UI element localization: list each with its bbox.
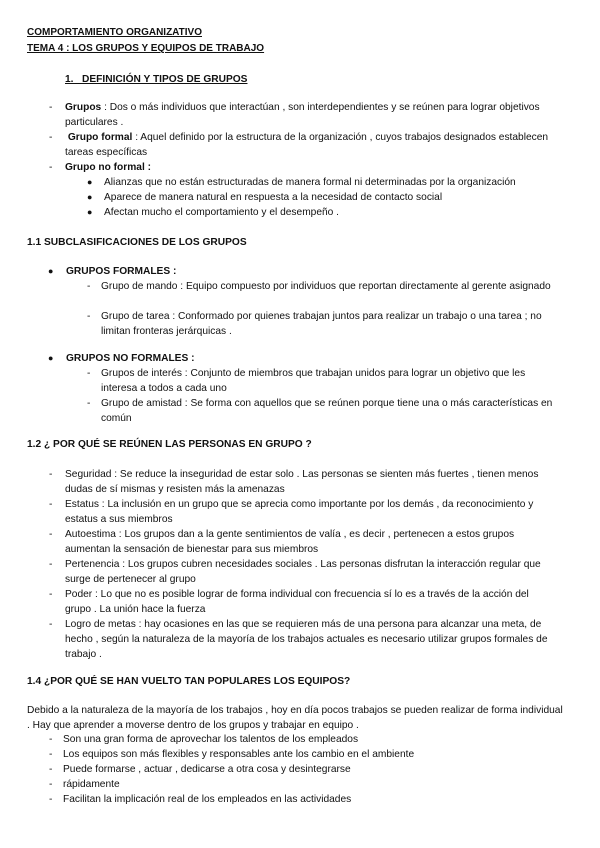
reason-item: - Seguridad : Se reduce la inseguridad de estar solo . Las personas se sienten más fuertes , tienen menos dudas de sí mismas y resisten más la amenazas <box>49 469 539 495</box>
dash-marker: - <box>49 764 53 775</box>
section-1-number: 1. <box>65 74 74 85</box>
definition-text: : Aquel definido por la estructura de la organización , cuyos trabajos designados establecen tareas específicas <box>65 132 549 158</box>
bullet-marker: ● <box>87 207 93 217</box>
definition-groups <box>49 100 557 130</box>
informal-point: ● Afectan mucho el comportamiento y el desempeño . <box>87 207 340 218</box>
dash-marker: - <box>49 529 53 540</box>
dash-marker: - <box>49 794 53 805</box>
dash-marker: - <box>49 499 53 510</box>
dash-marker: - <box>49 749 53 760</box>
informal-point: ● Alianzas que no están estructuradas de manera formal ni determinadas por la organización <box>87 177 516 188</box>
dash-marker: - <box>49 734 53 745</box>
definition-term: Grupo formal <box>67 132 133 143</box>
definition-term: Grupo no formal : <box>65 162 152 173</box>
team-reason-item: - Puede formarse , actuar , dedicarse a otra cosa y desintegrarse <box>49 764 351 775</box>
definition-text: : Dos o más individuos que interactúan , son interdependientes y se reúnen para lograr objetivos particulares . <box>65 102 540 128</box>
team-reason-item: - Los equipos son más flexibles y responsables ante los cambio en el ambiente <box>49 749 415 760</box>
bullet-marker: ● <box>48 353 54 363</box>
formal-groups-heading: ● GRUPOS FORMALES : <box>48 266 177 277</box>
team-reason-item: - Facilitan la implicación real de los empleados en las actividades <box>49 794 352 805</box>
section-1-1-heading: 1.1 SUBCLASIFICACIONES DE LOS GRUPOS <box>27 237 247 248</box>
reason-item: - Poder : Lo que no es posible lograr de forma individual con frecuencia sí lo es a través de la acción del grupo . La unión hace la fuerza <box>49 589 529 615</box>
bullet-marker: ● <box>48 266 54 276</box>
reason-item: - Logro de metas : hay ocasiones en las que se requieren más de una persona para alcanzar una meta, de hecho , según la naturaleza de la mayoría de los trabajos actuales es necesario utilizar grupos formales de trabajo . <box>49 619 548 660</box>
informal-group-item: - Grupo de amistad : Se forma con aquellos que se reúnen porque tiene una o más características en común <box>87 398 553 424</box>
formal-group-item: - Grupo de mando : Equipo compuesto por individuos que reportan directamente al gerente asignado <box>87 281 551 292</box>
section-1-2-heading: 1.2 ¿ POR QUÉ SE REÚNEN LAS PERSONAS EN GRUPO ? <box>27 439 312 450</box>
dash-marker: - <box>49 619 53 630</box>
reason-item: - Estatus : La inclusión en un grupo que se aprecia como importante por los demás , da reconocimiento y estatus a sus miembros <box>49 499 534 525</box>
definition-informal-group <box>49 160 557 175</box>
dash-marker: - <box>49 779 53 790</box>
section-1-4-heading: 1.4 ¿POR QUÉ SE HAN VUELTO TAN POPULARES LOS EQUIPOS? <box>27 676 351 687</box>
formal-group-item: - Grupo de tarea : Conformado por quienes trabajan juntos para realizar un trabajo o una tarea ; no limitan fronteras jerárquicas . <box>87 311 542 337</box>
dash-marker: - <box>49 132 53 143</box>
section-1-heading <box>65 72 247 87</box>
reason-item: - Autoestima : Los grupos dan a la gente sentimientos de valía , es decir , pertenecen a estos grupos aumentan la sensación de bienestar para sus miembros <box>49 529 515 555</box>
informal-point: ● Aparece de manera natural en respuesta a la necesidad de contacto social <box>87 192 443 203</box>
reason-item: - Pertenencia : Los grupos cubren necesidades sociales . Las personas disfrutan la interacción regular que surge de pertenecer al grupo <box>49 559 541 585</box>
bullet-marker: ● <box>87 192 93 202</box>
bullet-marker: ● <box>87 177 93 187</box>
team-reason-item: - rápidamente <box>49 779 120 790</box>
section-1-title: DEFINICIÓN Y TIPOS DE GRUPOS <box>82 74 248 85</box>
definition-term: Grupos <box>65 102 102 113</box>
dash-marker: - <box>87 398 91 409</box>
dash-marker: - <box>49 469 53 480</box>
dash-marker: - <box>49 162 53 173</box>
section-1-4-intro: Debido a la naturaleza de la mayoría de los trabajos , hoy en día pocos trabajos se pueden realizar de forma individual . Hay que aprender a moverse dentro de los grupos y trabajar en equipo . <box>27 705 563 731</box>
dash-marker: - <box>49 559 53 570</box>
informal-group-item: - Grupos de interés : Conjunto de miembros que trabajan unidos para lograr un objetivo que les interesa a todos a cada uno <box>87 368 526 394</box>
dash-marker: - <box>49 589 53 600</box>
topic-title: TEMA 4 : LOS GRUPOS Y EQUIPOS DE TRABAJO <box>27 43 265 54</box>
dash-marker: - <box>87 281 91 292</box>
dash-marker: - <box>87 368 91 379</box>
informal-groups-heading: ● GRUPOS NO FORMALES : <box>48 353 195 364</box>
dash-marker: - <box>87 311 91 322</box>
course-title: COMPORTAMIENTO ORGANIZATIVO <box>27 27 202 38</box>
dash-marker: - <box>49 102 53 113</box>
team-reason-item: - Son una gran forma de aprovechar los talentos de los empleados <box>49 734 359 745</box>
definition-formal-group <box>49 130 557 160</box>
